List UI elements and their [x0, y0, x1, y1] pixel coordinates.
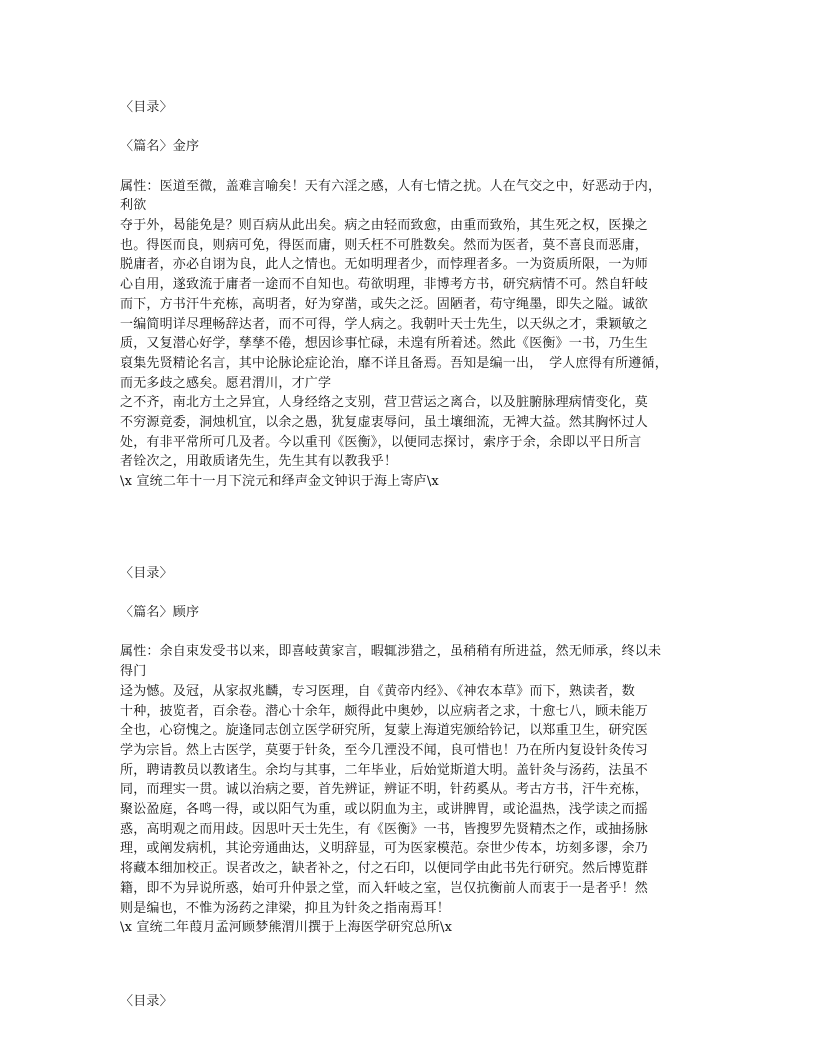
section-jin-preface [120, 98, 700, 492]
preface-body [120, 177, 700, 492]
text-line: 心自用，遂致流于庸者一途而不自知也。苟欲明理，非博考方书，研究病情不可。然自轩岐 [120, 277, 649, 293]
spacer [120, 157, 700, 177]
text-line: 也。得医而良，则病可免，得医而庸，则夭枉不可胜数矣。然而为医者，莫不喜良而恶庸， [120, 237, 649, 253]
text-line: 惑，高明观之而用歧。因思叶天士先生，有《医衡》一书，皆搜罗先贤精杰之作，或抽扬脉 [120, 821, 649, 837]
spacer [120, 584, 700, 604]
text-line: 理，或阐发病机，其论旁通曲达，义明辞显，可为医家模范。奈世少传本，坊刻多谬，余乃 [120, 841, 649, 857]
text-line: 不穷源竟委，洞烛机宜，以余之愚，犹复虚衷辱问，虽土壤细流，无裨大益。然其胸怀过人 [120, 415, 649, 431]
text-line: 将藏本细加校正。误者改之，缺者补之，付之石印，以便同学由此书先行研究。然后博览群 [120, 861, 649, 877]
section-spacer [120, 492, 700, 564]
chapter-title: 〈篇名〉金序 [120, 139, 200, 155]
section-spacer [120, 938, 700, 992]
signature-line: \x 宣统二年十一月下浣元和绎声金文钟识于海上寄庐\x [120, 474, 439, 490]
text-line: 聚讼盈庭，各鸣一得，或以阳气为重，或以阴血为主，或讲脾胃，或论温热，浅学读之而摇 [120, 802, 649, 818]
text-line: 者铨次之，用敢质诸先生，先生其有以教我乎！ [120, 454, 398, 470]
text-line: 之不齐，南北方土之异宜，人身经络之支别，营卫营运之离合，以及脏腑脉理病情变化，莫 [120, 395, 649, 411]
text-line: 裒集先贤精论名言，其中论脉论症论治，靡不详且备焉。吾知是编一出， 学人庶得有所遵循， [120, 355, 668, 371]
text-line: 则是编也，不惟为汤药之津梁，抑且为针灸之指南焉耳！ [120, 900, 451, 916]
text-line: 而无多歧之感矣。愿君渭川，才广学 [120, 375, 332, 391]
preface-body [120, 642, 700, 938]
text-line: 学为宗旨。然上古医学，莫要于针灸，至今几湮没不闻，良可惜也！乃在所内复设针灸传习 [120, 742, 649, 758]
toc-marker: 〈目录〉 [120, 100, 173, 115]
spacer [120, 118, 700, 138]
toc-marker: 〈目录〉 [120, 565, 173, 581]
text-line: 籍，即不为异说所惑，始可升仲景之堂，而入轩岐之室，岂仅抗衡前人而衷于一是者乎！然 [120, 880, 649, 896]
section-gu-preface [120, 564, 700, 938]
text-line: 而下，方书汗牛充栋，高明者，好为穿凿，或失之泛。固陋者，苟守绳墨，即失之隘。诚欲 [120, 296, 649, 312]
text-line: 夺于外，曷能免是？则百病从此出矣。病之由轻而致愈，由重而致殆，其生死之权，医操之 [120, 218, 649, 233]
chapter-title: 〈篇名〉顾序 [120, 605, 200, 621]
text-line: 脱庸者，亦必自诩为良，此人之情也。无如明理者少，而悖理者多。一为资质所限，一为师 [120, 257, 649, 273]
text-line: 利欲 [120, 198, 147, 214]
text-line: 全也，心窃愧之。旋逢同志创立医学研究所，复蒙上海道宪颁给钤记，以郑重卫生，研究医 [120, 723, 649, 739]
spacer [120, 623, 700, 643]
text-line: 十种，披览者，百余卷。潜心十余年，颇得此中奥妙，以应病者之求，十愈七八，顾未能万 [120, 703, 649, 719]
text-line: 所，聘请教员以教诸生。余均与其事，二年毕业，后始觉斯道大明。盖针灸与汤药，法虽不 [120, 762, 649, 778]
text-line: 属性：医道至微，盖难言喻矣！天有六淫之感，人有七情之扰。人在气交之中，好恶动于内， [120, 178, 662, 194]
text-line: 属性：余自束发受书以来，即喜岐黄家言，暇辄涉猎之，虽稍稍有所进益，然无师承，终以未 [120, 644, 662, 660]
text-line: 处，有非平常所可几及者。今以重刊《医衡》，以便同志探讨，索序于余，余即以平日所言 [120, 434, 642, 450]
toc-marker: 〈目录〉 [120, 993, 173, 1009]
text-line: 迳为憾。及冠，从家叔兆麟，专习医理，自《黄帝内经》、《神农本草》而下，熟读者，数 [120, 683, 636, 699]
document-page [120, 98, 700, 1012]
text-line: 质，又复潜心好学，孳孳不倦，想因诊事忙碌，未遑有所着述。然此《医衡》一书，乃生生 [120, 336, 649, 352]
text-line: 一编简明详尽理畅辞达者，而不可得，学人病之。我朝叶天士先生，以天纵之才，秉颖敏之 [120, 316, 649, 332]
text-line: 同，而理实一贯。诚以治病之要，首先辨证，辨证不明，针药奚从。考古方书，汗牛充栋， [120, 782, 649, 798]
signature-line: \x 宣统二年葭月孟河顾梦熊渭川撰于上海医学研究总所\x [120, 920, 453, 936]
text-line: 得门 [120, 664, 147, 680]
